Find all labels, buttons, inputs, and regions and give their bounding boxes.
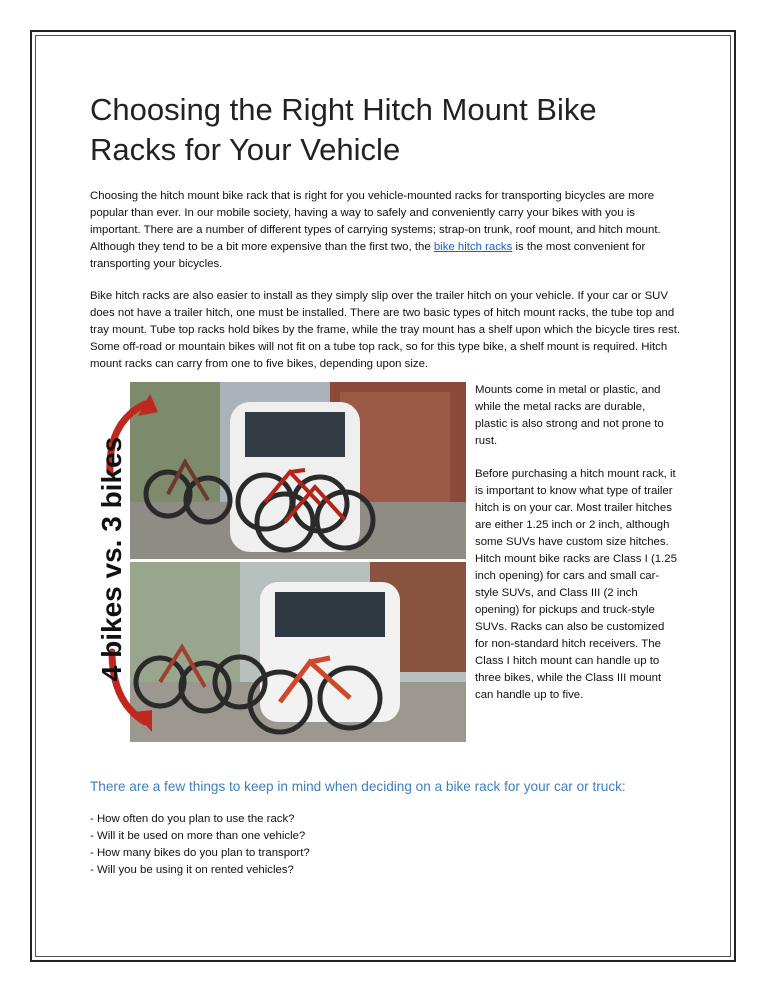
list-item: - How many bikes do you plan to transport? <box>90 847 310 859</box>
bike-hitch-racks-link[interactable]: bike hitch racks <box>433 241 513 253</box>
list-item: - How often do you plan to use the rack? <box>90 813 295 825</box>
mounts-material-paragraph: Mounts come in metal or plastic, and while the metal racks are durable, plastic is also strong and not prone to rust. <box>475 384 664 447</box>
install-paragraph: Bike hitch racks are also easier to install as they simply slip over the trailer hitch on your vehicle. If your car or SUV does not have a trailer hitch, one must be installed. There are two basic types of hitch mount racks, the tube top and tray mount. Tube top racks hold bikes by the frame, while the tray mount has a shelf upon which the bicycle tires rest. Some off-road or mountain bikes will not fit on a tube top rack, so for this type bike, a shelf mount is required. Hitch mount racks can carry from one to five bikes, depending upon size. <box>90 290 681 370</box>
list-item: - Will it be used on more than one vehicle? <box>90 830 306 842</box>
intro-text-after-link: is the most convenient for transporting your bicycles. <box>90 241 646 270</box>
bike-rack-comparison-photo <box>90 382 466 742</box>
intro-paragraph <box>90 188 682 273</box>
intro-text-before-link: Choosing the hitch mount bike rack that is right for you vehicle-mounted racks for transporting bicycles are more popular than ever. In our mobile society, having a way to safely and conveniently carry your bikes with you is important. There are a number of different types of carrying systems; strap-on trunk, roof mount, and hitch mount. Although they tend to be a bit more expensive than the first two, the <box>90 190 661 253</box>
document-body <box>90 90 682 879</box>
photo-caption: 4 bikes vs. 3 bikes <box>96 436 127 682</box>
document-title: Choosing the Right Hitch Mount Bike Racks for Your Vehicle <box>90 92 597 167</box>
sidebar-text <box>475 382 680 704</box>
list-item: - Will you be using it on rented vehicles? <box>90 864 294 876</box>
hitch-class-paragraph: Before purchasing a hitch mount rack, it is important to know what type of trailer hitch is on your car. Most trailer hitches are either 1.25 inch or 2 inch, although some SUVs have custom size hitches. Hitch mount bike racks are Class I (1.25 inch opening) for cars and small car-style SUVs, and Class III (2 inch opening) for pickups and truck-style SUVs. Racks can also be customized for non-standard hitch receivers. The Class I hitch mount can handle up to three bikes, while the Class III mount can handle up to five. <box>475 468 677 701</box>
questions-list <box>90 811 682 879</box>
image-and-sidebar-row <box>90 382 682 752</box>
considerations-heading: There are a few things to keep in mind when deciding on a bike rack for your car or truck: <box>90 779 626 794</box>
